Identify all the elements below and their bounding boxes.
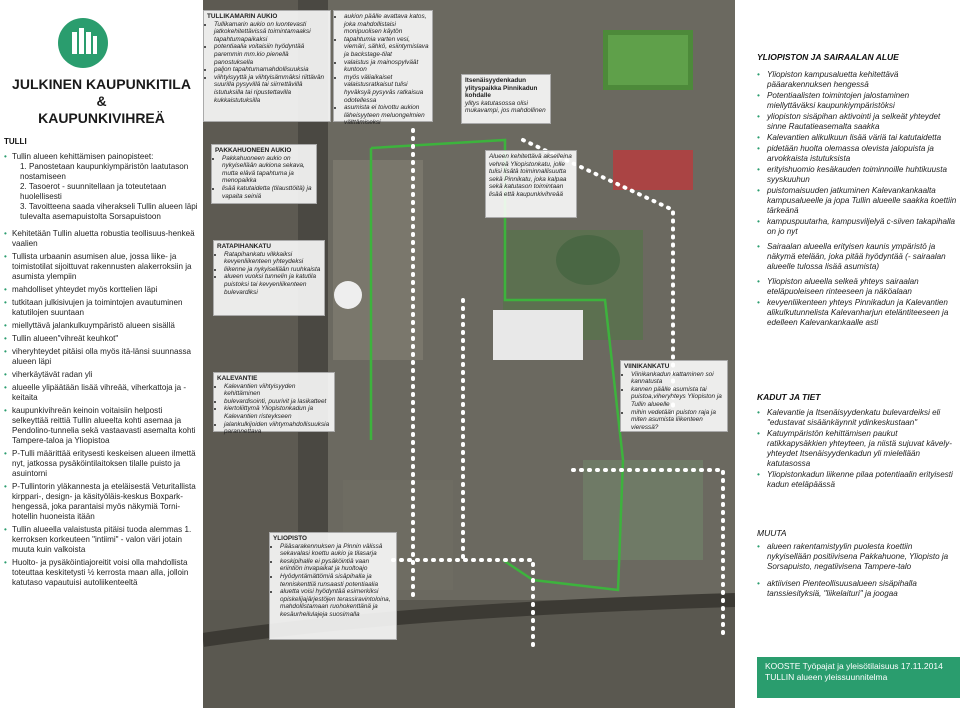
list-item: • aktiivisen Pienteollisuusalueen sisäpihalla tanssiesityksiä, "liikelaituri" ja joogaa xyxy=(767,579,957,599)
section-heading-muuta: MUUTA xyxy=(757,528,787,538)
list-item: • Huolto- ja pysäköintiajoreitit voisi olla mahdollista toteuttaa keskitetysti ½ kerrosta maan alla, jolloin katutaso vapautuisi autoliikenteeltä xyxy=(12,558,200,588)
left-section-heading: TULLI xyxy=(4,137,27,146)
section-body-muuta xyxy=(757,542,957,600)
footer-line2: TULLIN alueen yleissuunnitelma xyxy=(765,672,888,682)
list-item: • alueen rakentamistyylin puolesta koettiin nykyisellään positiivisena Pakkahuone, Yliopisto ja Sorsapuisto, negatiivisena Tampere-talo xyxy=(767,542,957,572)
info-box-yliopisto: YLIOPISTO • Pääsarakennuksen ja Pinnin välissä sekavalasi koettu aukio ja tilasarja • keskipihalle ei pysäköintiä vaan eriintiön invapaikat ja huoltoajo • Hyödyntämättömiä sisäpihalla ja tenniskenttiä runsaasti potentiaalia • aluetta voisi hyödyntää esimerkiksi opiskelijajärjestöjen terassiravintoloina, mahdollistamaan ruohokenttänä ja kesäurheilulajeja suosimalla xyxy=(269,532,397,640)
list-item: • alueelle ylipäätään lisää vihreää, viherkattoja ja -keitaita xyxy=(12,383,200,403)
list-item: • Yliopiston kampusaluetta kehitettävä pääarakennuksen hengessä xyxy=(767,70,957,90)
info-box-viinikankatu: VIINIKANKATU • Viinikankadun kattaminen soi kannatusta • kannen päälle asumista tai puistoa,viheryhteys Yliopiston ja Tullin alueelle • mihin vedetään puiston raja ja miten asumista liikenteen vieressä? xyxy=(620,360,728,432)
aerial-map[interactable] xyxy=(203,0,735,708)
list-item: • Kalevantie ja Itsenäisyydenkatu bulevardeiksi eli "edustavat sisäänkäynnit ydinkeskustaan" xyxy=(767,408,957,428)
list-item: • miellyttävä jalankulkuympäristö alueen sisällä xyxy=(12,321,200,331)
list-item: • yliopiston sisäpihan aktivointi ja selkeät yhteydet sinne Rautatieasemalta saakka xyxy=(767,112,957,132)
list-item: • Tullin alueen kehittämisen painopisteet: 1. Panostetaan kaupunkiympäristön laatutason nostamiseen 2. Tasoerot - suunnitellaan ja toteutetaan huolellisesti 3. Tavoitteena saada viherakseli Tullin alueen läpi tulevalta asemapuistolta Sorsapuistoon xyxy=(12,152,200,222)
left-body xyxy=(4,152,200,591)
section-body-kadut xyxy=(757,408,957,491)
list-item: • Katuympäristön kehittämisen paukut ratikkapysäkkien yhteyteen, ja niistä sujuvat kävely-yhteydet Itsenäisyydenkadun yli mielellään katutasossa xyxy=(767,429,957,469)
list-item: • Kalevantien alikulkuun lisää väriä tai katutaidetta xyxy=(767,133,957,143)
page-title: JULKINEN KAUPUNKITILA & KAUPUNKIVIHREÄ xyxy=(12,76,191,126)
info-box-aukio-paalle: • aukion päälle avattava katos, joka mahdollistaisi monipuolisen käytön • tapahtumia varten vesi, viemäri, sähkö, esiintymislava ja backstage-tilat • valaistus ja mainospylväät kuntoon • myös väliaikaiset valaistusratkaisut tulisi hyväksyä pysyväs ratkaisua odotellessa • asumista ei toivottu aukion läheisyyteen meluongelmien välttämiseksi xyxy=(333,10,433,122)
list-item: • puistomaisuuden jatkuminen Kalevankankaalta kampusalueelle ja jopa Tullin alueelle saakka koettiin tärkeänä xyxy=(767,186,957,216)
info-box-itsenaisyydenkadun: Itsenäisyydenkadun ylityspaikka Pinnikadun kohdalle ylitys katutasossa olisi mukavampi, jos mahdollinen xyxy=(461,74,551,124)
list-item: • kevyenliikenteen yhteys Pinnikadun ja Kalevantien alikulkutunnelista Kalevanharjun eteläntiteeseen ja edelleen Kalevankankaalle asti xyxy=(767,298,957,328)
list-item: • Tullin alueen"vihreät keuhkot" xyxy=(12,334,200,344)
list-item: • Sairaalan alueella erityisen kaunis ympäristö ja näkymä etelään, joka pitää hyödyntää (- sairaalan alueelle tulossa lisää asumista) xyxy=(767,242,957,272)
info-box-ratapihankatu: RATAPIHANKATU • Ratapihankatu vilkkaiksi kevyenliikenteen yhteydeksi • liikenne ja nykyisellään ruuhkaista • alueen vuoksi tunnelin ja katutila puistoksi tai kevyenliikenteen bulevardiksi xyxy=(213,240,325,316)
list-item: • Tullista urbaanin asumisen alue, jossa liike- ja toimistotilat sijoittuvat rakennusten alakerroksiin ja asumista ylempiin xyxy=(12,252,200,282)
info-box-tullikamarin: TULLIKAMARIN AUKIO • Tullikamarin aukio on luontevasti jatkokehitettävissä toimintamaaksi tapahtumapaikaksi • potentiaalia voitaisiin hyödyntää paremmin mm.kio pienellä panostuksella • paljon tapahtumamahdollisuuksia • viihtyisyyttä ja viihtyisämmäksi riittävän suurilla pysyvillä tai siirrettävillä istutuksilla tai ripustettavilla kukkaistutuksilla xyxy=(203,10,331,122)
list-item: • P-Tulli määrittää eritysesti keskeisen alueen ilmettä nyt, jatkossa pysäköintilaitoksen tilalle puisto ja asuintorni xyxy=(12,449,200,479)
list-item: • P-Tullintorin yläkannesta ja eteläisestä Veturitallista kirppari-, design- ja käsityöläis-keskus Boxpark-hengessä, joka parantaisi myös näkymiä Torni-hotellin huoneista itään xyxy=(12,482,200,522)
list-item: • Yliopiston alueella selkeä yhteys sairaalan eteläpuoleiseen rinteeseen ja näköalaan xyxy=(767,277,957,297)
list-item: • Yliopistonkadun liikenne pilaa potentiaalin erityisesti kadun eteläpäässä xyxy=(767,470,957,490)
footer-line1: KOOSTE Työpajat ja yleisötilaisuus 17.11.2014 xyxy=(765,661,943,671)
list-item: • Tullin alueella valaistusta pitäisi tuoda alemmas 1. kerroksen korkeuteen "intiimi" - valon väri jotain muuta kuin valkoista xyxy=(12,525,200,555)
footer-banner xyxy=(757,657,960,698)
list-item: • viherkäytävät radan yli xyxy=(12,370,200,380)
info-box-pakkahuoneen: PAKKAHUONEEN AUKIO • Pakkahuoneen aukio on nykyisellään aukiona sekava, mutta elävä tapahtuma ja menopaikka • lisää katutaidetta (tilausttöitä) ja vapaita seiniä xyxy=(211,144,317,204)
section-heading-yliopisto: YLIOPISTON JA SAIRAALAN ALUE xyxy=(757,52,899,62)
list-item: • kampuspuutarha, kampusviljelyä c-siiven takapihalla on jo nyt xyxy=(767,217,957,237)
list-item: • viheryhteydet pitäisi olla myös itä-länsi suunnassa alueen läpi xyxy=(12,347,200,367)
list-item: • mahdolliset yhteydet myös korttelien läpi xyxy=(12,285,200,295)
section-heading-kadut: KADUT JA TIET xyxy=(757,392,821,402)
info-box-alueen: Alueen kehitettävä akselleina vehreä Yliopistonkatu, jolle tulisi lisätä toiminnallisuutta sekä Pinnikatu, joka kalpaa sekä katutason toimintaan lisää että kaupunkivihreää xyxy=(485,150,577,218)
list-item: • pidetään huolta olemassa olevista jalopuista ja arvokkaista istutuksista xyxy=(767,144,957,164)
section-body-yliopisto xyxy=(757,70,957,329)
left-panel xyxy=(0,0,203,708)
list-item: • erityishuomio kesäkauden toiminnoille huhtikuusta syyskuuhun xyxy=(767,165,957,185)
right-panel xyxy=(735,0,960,708)
list-item: • Kehitetään Tullin aluetta robustia teollisuus-henkeä vaalien xyxy=(12,229,200,249)
info-box-kalevantie: KALEVANTIE • Kalevantien viihtyisyyden kehittäminen • bulevardisointi, puurivit ja lasikatteet • kiertoliittymä Yliopistonkadun ja Kalevantien risteykseen • jalankulkijoiden viihtymahdollisuuksia parannettava xyxy=(213,372,335,432)
list-item: • kaupunkivihreän keinoin voitaisiin helposti selkeyttää reittiä Tullin alueelta kohti asemaa ja Pendolino-tunnelia sekä vastaavasti asemalta kohti Tampere-taloa ja Yliopistoa xyxy=(12,406,200,446)
city-logo-icon xyxy=(58,18,108,68)
list-item: • tutkitaan julkisivujen ja toimintojen avautuminen katutilojen suuntaan xyxy=(12,298,200,318)
list-item: • Potentiaalisten toimintojen jalostaminen miellyttäväksi kaupunkiympäristöksi xyxy=(767,91,957,111)
